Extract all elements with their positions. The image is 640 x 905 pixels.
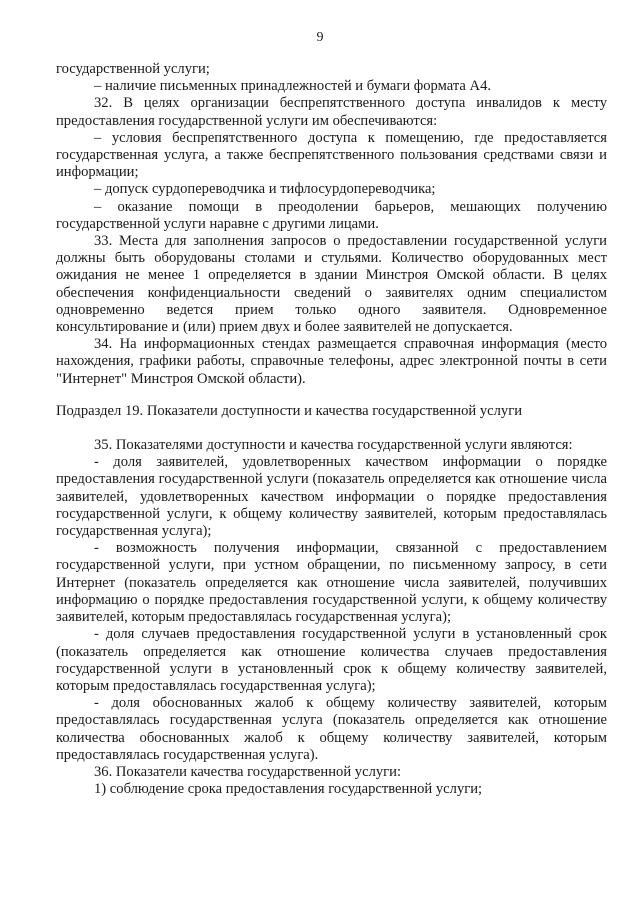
paragraphs-bottom: [56, 437, 607, 798]
paragraph: - доля обоснованных жалоб к общему количеству заявителей, которым предоставлялась государственная услуга (показатель определяется как отношение количества обоснованных жалоб к общему количеству заявителей, которым предоставлялась государственная услуга).: [56, 695, 607, 763]
paragraph: 1) соблюдение срока предоставления государственной услуги;: [94, 781, 483, 798]
paragraphs-top: [56, 61, 607, 388]
paragraph: 33. Места для заполнения запросов о предоставлении государственной услуги должны быть оборудованы столами и стульями. Количество оборудованных мест ожидания не менее 1 определяется в здании Минстроя Омской области. В целях обеспечения конфиденциальности сведений о заявителях одним специалистом одновременно ведется прием только одного заявителя. Одновременное консультирование и (или) прием двух и более заявителей не допускается.: [56, 233, 607, 336]
paragraph: - доля случаев предоставления государственной услуги в установленный срок (показатель определяется как отношение количества случаев предоставления государственной услуги в установленный срок к общему количеству заявителей, которым предоставлялась государственная услуга);: [56, 626, 607, 694]
paragraph: государственной услуги;: [56, 61, 210, 77]
subsection-heading: Подраздел 19. Показатели доступности и качества государственной услуги: [56, 402, 523, 419]
paragraph: - возможность получения информации, связанной с предоставлением государственной услуги, при устном обращении, по письменному запросу, в сети Интернет (показатель определяется как отношение числа заявителей, получивших информацию о порядке предоставления государственной услуги, к общему количеству заявителей, которым предоставлялась государственная услуга);: [56, 540, 607, 626]
paragraph: 35. Показателями доступности и качества государственной услуги являются:: [94, 437, 573, 454]
paragraph: – наличие письменных принадлежностей и бумаги формата А4.: [94, 78, 492, 95]
paragraph: – допуск сурдопереводчика и тифлосурдопереводчика;: [94, 181, 436, 198]
paragraph: 36. Показатели качества государственной услуги:: [94, 763, 402, 780]
paragraph: – оказание помощи в преодолении барьеров, мешающих получению государственной услуги наравне с другими лицами.: [56, 198, 607, 232]
page-number: 9: [316, 30, 324, 45]
paragraph: 34. На информационных стендах размещается справочная информация (место нахождения, графики работы, справочные телефоны, адрес электронной почты в сети "Интернет" Минстроя Омской области).: [56, 336, 607, 387]
document-body: [56, 61, 607, 798]
paragraph: - доля заявителей, удовлетворенных качеством информации о порядке предоставления государственной услуги (показатель определяется как отношение числа заявителей, удовлетворенных качеством информации о порядке предоставления государственной услуги, к общему количеству заявителей, которым предоставлялась государственная услуга);: [56, 454, 607, 540]
paragraph: 32. В целях организации беспрепятственного доступа инвалидов к месту предоставления государственной услуги им обеспечиваются:: [56, 95, 607, 129]
paragraph: – условия беспрепятственного доступа к помещению, где предоставляется государственная услуга, а также беспрепятственного пользования средствами связи и информации;: [56, 129, 607, 181]
